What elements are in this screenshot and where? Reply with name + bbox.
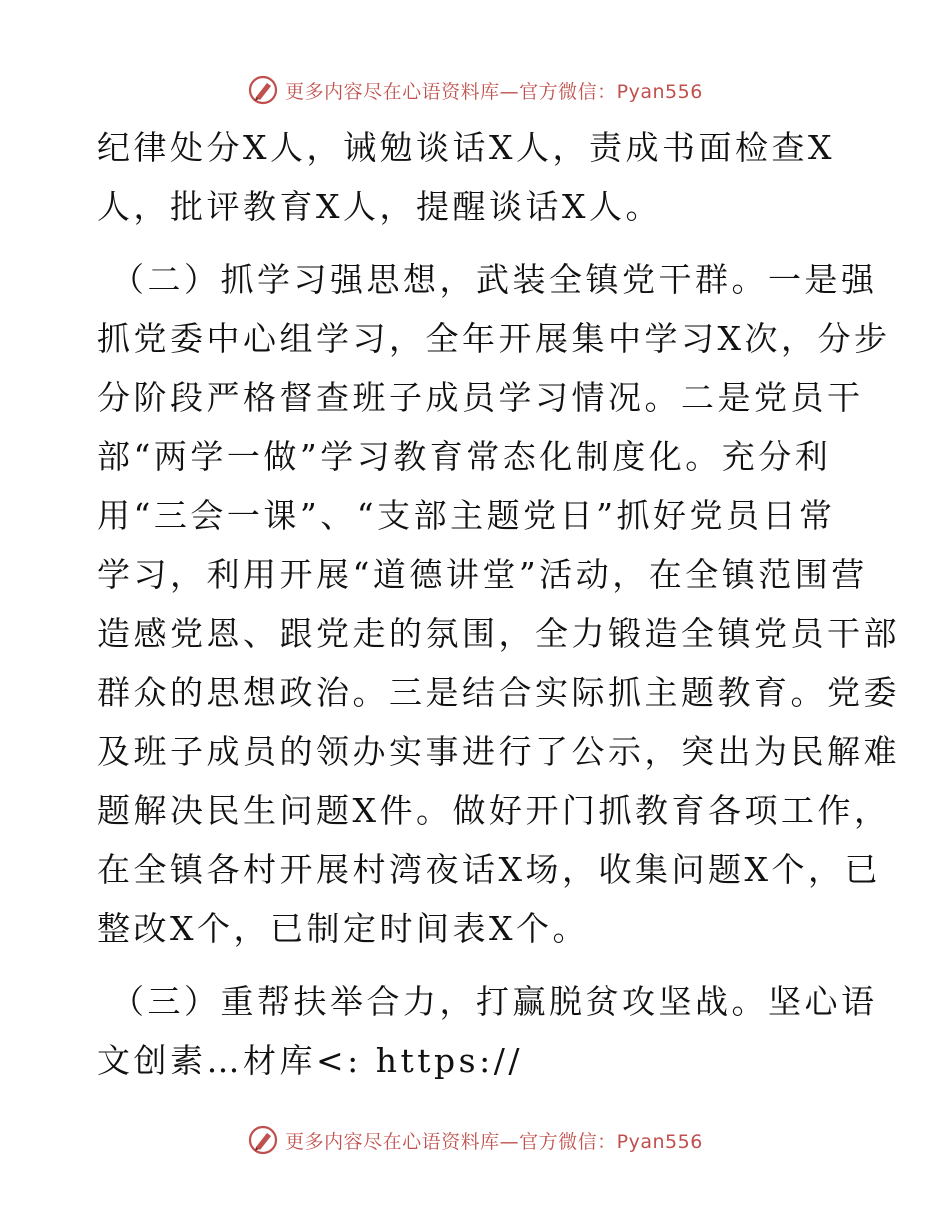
text-line: 造感党恩、跟党走的氛围，全力锻造全镇党员干部 <box>97 614 900 653</box>
text-line: 分阶段严格督查班子成员学习情况。二是党员干 <box>97 378 864 417</box>
text-line: 部“两学一做”学习教育常态化制度化。充分利 <box>97 437 832 476</box>
text-line: （二）抓学习强思想，武装全镇党干群。一是强 <box>111 260 878 299</box>
text-line: 在全镇各村开展村湾夜话X场，收集问题X个，已 <box>97 850 881 889</box>
text-line: 纪律处分X人，诫勉谈话X人，责成书面检查X <box>97 128 835 167</box>
text-line: （三）重帮扶举合力，打赢脱贫攻坚战。坚心语 <box>111 982 878 1021</box>
pen-logo-icon <box>247 1124 279 1156</box>
text-line: 题解决民生问题X件。做好开门抓教育各项工作， <box>97 791 891 830</box>
text-line: 整改X个，已制定时间表X个。 <box>97 909 589 948</box>
footer-watermark <box>0 1120 950 1160</box>
watermark-text: 更多内容尽在心语资料库—官方微信：Pyan556 <box>285 1130 703 1153</box>
paragraph <box>97 118 857 236</box>
header-watermark <box>0 70 950 110</box>
text-line: 群众的思想政治。三是结合实际抓主题教育。党委 <box>97 673 900 712</box>
text-line: 学习，利用开展“道德讲堂”活动，在全镇范围营 <box>97 555 868 594</box>
text-line: 抓党委中心组学习，全年开展集中学习X次，分步 <box>97 319 891 358</box>
document-body <box>97 118 900 1090</box>
paragraph <box>97 972 878 1090</box>
text-line: 人，批评教育X人，提醒谈话X人。 <box>97 187 662 226</box>
text-line: 文创素…材库<: https:// <box>97 1041 523 1080</box>
paragraph <box>97 250 900 958</box>
text-line: 及班子成员的领办实事进行了公示，突出为民解难 <box>97 732 900 771</box>
text-line: 用“三会一课”、“支部主题党日”抓好党员日常 <box>97 496 836 535</box>
pen-logo-icon <box>247 74 279 106</box>
watermark-text: 更多内容尽在心语资料库—官方微信：Pyan556 <box>285 80 703 103</box>
